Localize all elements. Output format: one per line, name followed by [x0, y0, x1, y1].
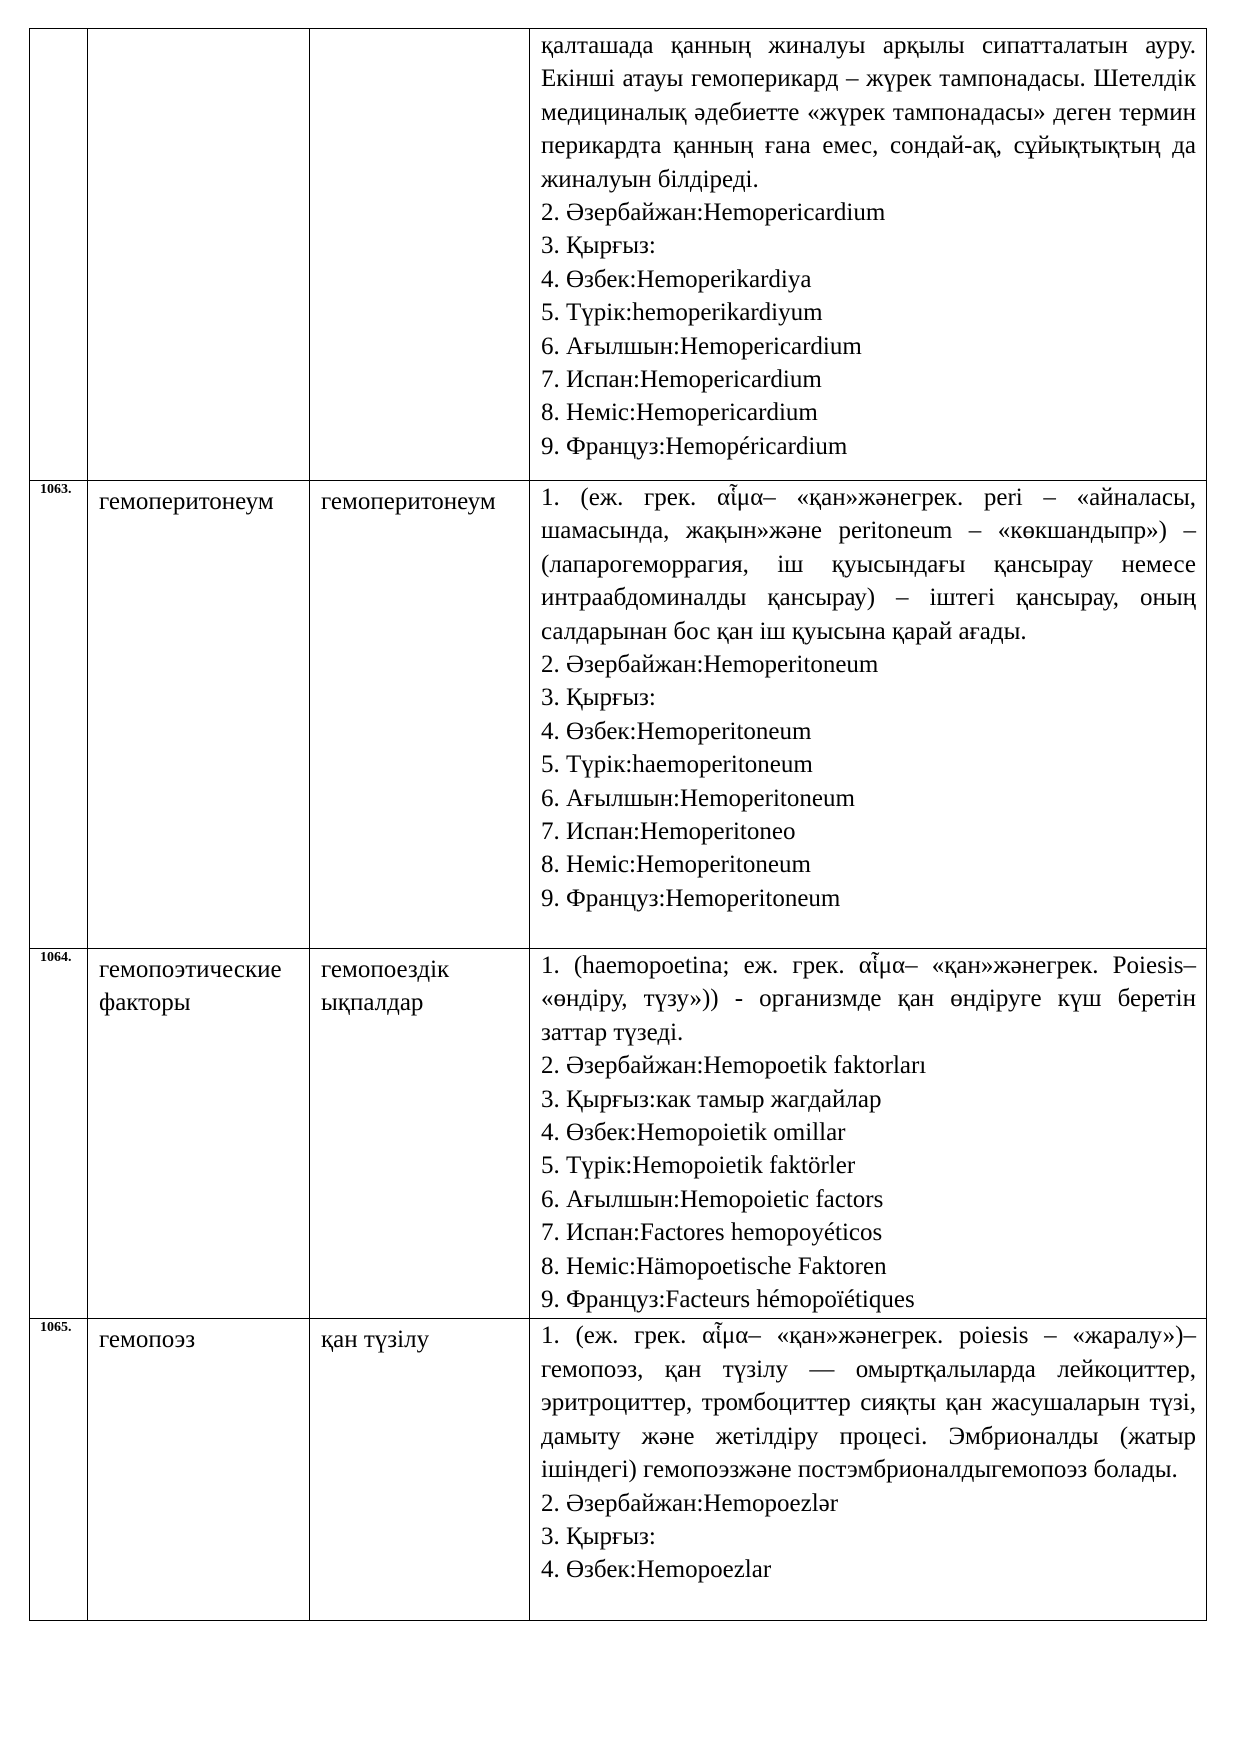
translation-line: 4. Өзбек:Hemopoietik omillar: [541, 1119, 846, 1147]
translation-line: 6. Ағылшын:Hemoperitoneum: [541, 784, 855, 812]
entry-number: 1064.: [40, 950, 72, 965]
kazakh-term-cell: [310, 949, 530, 1319]
translation-line: 2. Әзербайжан:Hemopericardium: [541, 199, 886, 227]
definition-cell: [530, 1319, 1207, 1621]
table-row: [30, 1319, 1207, 1621]
translation-line: 2. Әзербайжан:Hemoperitoneum: [541, 651, 879, 679]
definition-text: 1. (еж. грек. αἷμα– «қан»жәнегрек. poiesis – «жаралу»)– гемопоэз, қан түзілу — омыртқалыларда лейкоциттер, эритроциттер, тромбоциттер сияқты қан жасушаларын түзі, дамыту және жетілдіру процесі. Эмбрионалды (жатыр ішіндегі) гемопоэзжәне постэмбрионалдыгемопоэз болады.: [541, 1322, 1196, 1484]
translation-line: 9. Француз:Hemoperitoneum: [541, 884, 841, 912]
translation-line: 7. Испан:Factores hemopoyéticos: [541, 1219, 883, 1247]
russian-term-cell: [88, 1319, 310, 1621]
table-row: [30, 949, 1207, 1319]
definition-text: 1. (haemopoetina; еж. грек. αἷμα– «қан»жәнегрек. Poiesis– «өндіру, түзу»)) - организмде қан өндіруге күш беретін заттар түзеді.: [541, 952, 1196, 1046]
entry-number-cell: [30, 481, 88, 949]
translation-line: 3. Қырғыз:: [541, 232, 656, 260]
translation-line: 6. Ағылшын:Hemopoietic factors: [541, 1185, 884, 1213]
table-row: [30, 29, 1207, 481]
definition-cell: [530, 29, 1207, 481]
russian-term-cell: [88, 481, 310, 949]
kazakh-term: гемоперитонеум: [321, 488, 496, 515]
kazakh-term-cell: [310, 1319, 530, 1621]
translation-line: 3. Қырғыз:как тамыр жагдайлар: [541, 1085, 882, 1113]
dictionary-table-body: [30, 29, 1207, 1621]
kazakh-term: гемопоездік ықпалдар: [321, 956, 450, 1016]
kazakh-term: [310, 29, 529, 33]
kazakh-term-cell: [310, 29, 530, 481]
translation-line: 8. Неміс:Hemopericardium: [541, 399, 818, 427]
translation-line: 8. Неміс:Hemoperitoneum: [541, 851, 811, 879]
entry-number-cell: [30, 29, 88, 481]
definition-cell: [530, 481, 1207, 949]
russian-term: гемоперитонеум: [99, 488, 274, 515]
translation-line: 7. Испан:Hemopericardium: [541, 366, 822, 394]
translation-line: 5. Түрік:Hemopoietik faktörler: [541, 1152, 856, 1180]
entry-number: 1065.: [40, 1320, 72, 1336]
definition-text: 1. (еж. грек. αἷμα– «қан»жәнегрек. peri – «айналасы, шамасында, жақын»және peritoneum – «көкшандыпр») – (лапарогеморрагия, іш қуысындағы қансырау немесе интраабдоминалды қансырау) – іштегі қансырау, оның салдарынан бос қан іш қуысына қарай ағады.: [541, 484, 1196, 645]
translation-line: 4. Өзбек:Hemoperikardiya: [541, 265, 812, 293]
russian-term: [88, 29, 309, 33]
russian-term-cell: [88, 29, 310, 481]
translation-line: 3. Қырғыз:: [541, 684, 656, 712]
kazakh-term-cell: [310, 481, 530, 949]
translation-line: 2. Әзербайжан:Hemopoetik faktorları: [541, 1052, 927, 1080]
translation-line: 4. Өзбек:Hemoperitoneum: [541, 717, 812, 745]
entry-number: [30, 29, 87, 30]
definition-text: қалташада қанның жиналуы арқылы сипатталатын ауру. Екінші атауы гемоперикард – жүрек тампонадасы. Шетелдік медициналық әдебиетте «жүрек тампонадасы» деген термин перикардта қанның ғана емес, сондай-ақ, сұйықтықтың да жиналуын білдіреді.: [541, 32, 1196, 193]
russian-term: гемопоэтические факторы: [99, 956, 282, 1016]
translation-line: 8. Неміс:Hämopoetische Faktoren: [541, 1252, 887, 1280]
translation-line: 5. Түрік:haemoperitoneum: [541, 751, 813, 779]
dictionary-table: [29, 28, 1207, 1621]
entry-number-cell: [30, 1319, 88, 1621]
translation-line: 7. Испан:Hemoperitoneo: [541, 818, 796, 846]
table-row: [30, 481, 1207, 949]
translation-line: 6. Ағылшын:Hemopericardium: [541, 332, 862, 360]
translation-line: 4. Өзбек:Hemopoezlar: [541, 1556, 772, 1584]
entry-number-cell: [30, 949, 88, 1319]
kazakh-term: қан түзілу: [321, 1326, 430, 1354]
translation-line: 9. Француз:Facteurs hémopoïétiques: [541, 1286, 915, 1314]
definition-cell: [530, 949, 1207, 1319]
translation-line: 5. Түрік:hemoperikardiyum: [541, 299, 823, 327]
translation-line: 2. Әзербайжан:Hemopoezlər: [541, 1489, 839, 1517]
russian-term-cell: [88, 949, 310, 1319]
translation-line: 9. Француз:Hemopéricardium: [541, 432, 848, 460]
russian-term: гемопоэз: [99, 1326, 196, 1354]
entry-number: 1063.: [40, 482, 72, 497]
translation-line: 3. Қырғыз:: [541, 1522, 656, 1550]
